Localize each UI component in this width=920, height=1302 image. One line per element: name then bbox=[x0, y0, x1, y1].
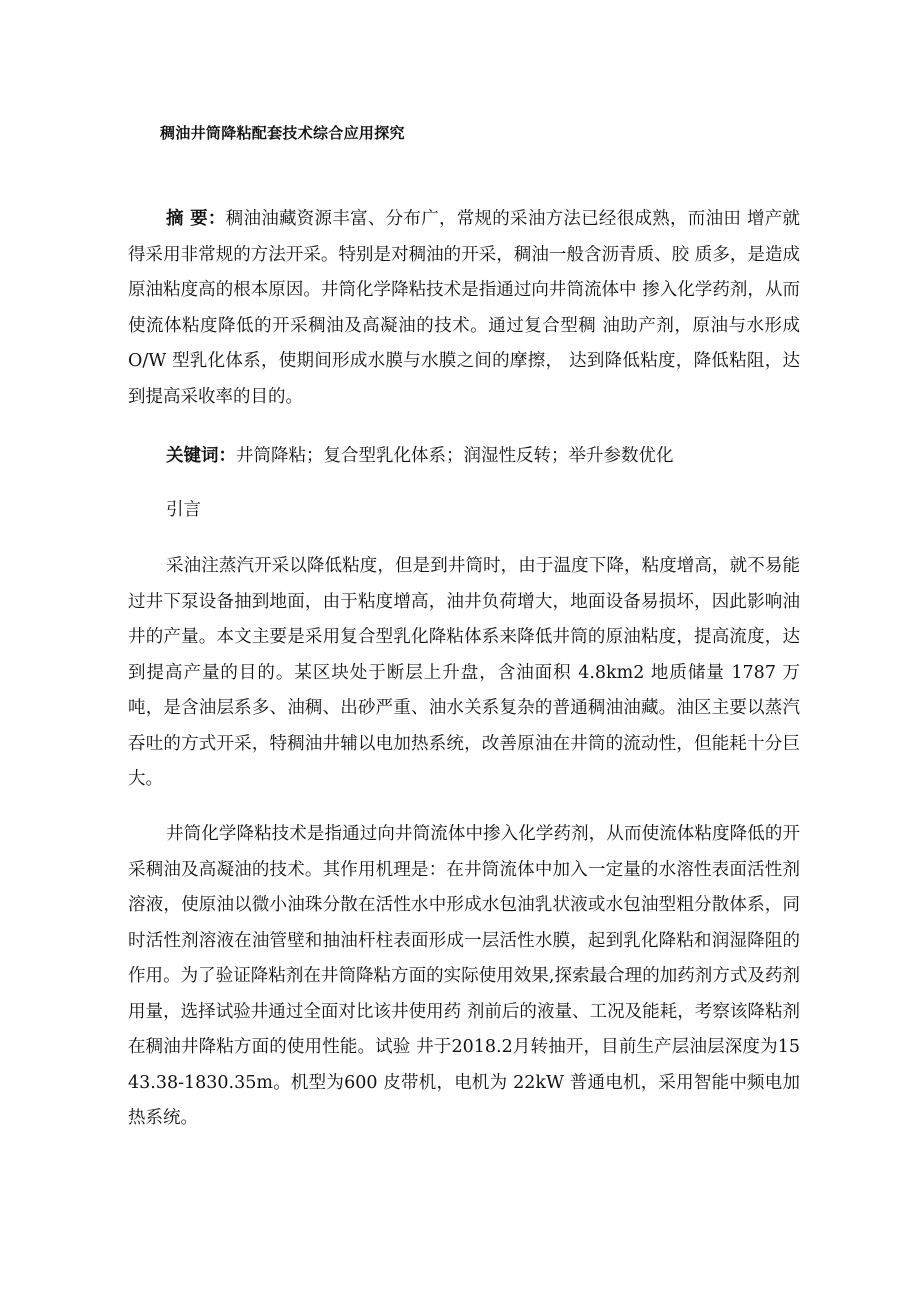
keywords-label: 关键词： bbox=[166, 446, 236, 466]
abstract-label: 摘 要： bbox=[166, 209, 226, 229]
intro-heading: 引言 bbox=[166, 500, 201, 520]
body-paragraph-1: 采油注蒸汽开采以降低粘度，但是到井筒时，由于温度下降，粘度增高，就不易能过井下泵设备抽到地面，由于粘度增高，油井负荷增大，地面设备易损坏，因此影响油井的产量。本文主要是采用复合型乳化降粘体系来降低井筒的原油粘度，提高流度，达到提高产量的目的。某区块处于断层上升盘，含油面积 4.8km2 地质储量 1787 万吨，是含油层系多、油稠、出砂严重、油水关系复杂的普通稠油油藏。油区主要以蒸汽吞吐的方式开采，特稠油井辅以电加热系统，改善原油在井筒的流动性，但能耗十分巨大。 bbox=[128, 556, 800, 789]
abstract-text: 稠油油藏资源丰富、分布广，常规的采油方法已经很成熟，而油田 增产就得采用非常规的方法开采。特别是对稠油的开采，稠油一般含沥青质、胶 质多，是造成原油粘度高的根本原因。井筒化学降粘技术是指通过向井筒流体中 掺入化学药剂，从而使流体粘度降低的开采稠油及高凝油的技术。通过复合型稠 油助产剂，原油与水形成 O/W 型乳化体系，使期间形成水膜与水膜之间的摩擦， 达到降低粘度，降低粘阻，达到提高采收率的目的。 bbox=[128, 209, 800, 407]
keywords-paragraph bbox=[128, 439, 800, 475]
abstract-paragraph bbox=[128, 202, 800, 415]
document-title: 稠油井筒降粘配套技术综合应用探究 bbox=[160, 124, 405, 142]
body-paragraph-2: 井筒化学降粘技术是指通过向井筒流体中掺入化学药剂，从而使流体粘度降低的开采稠油及高凝油的技术。其作用机理是：在井筒流体中加入一定量的水溶性表面活性剂溶液，使原油以微小油珠分散在活性水中形成水包油乳状液或水包油型粗分散体系，同时活性剂溶液在油管壁和抽油杆柱表面形成一层活性水膜，起到乳化降粘和润湿降阻的作用。为了验证降粘剂在井筒降粘方面的实际使用效果,探索最合理的加药剂方式及药剂用量，选择试验井通过全面对比该井使用药 剂前后的液量、工况及能耗，考察该降粘剂在稠油井降粘方面的使用性能。试验 井于2018.2月转抽开，目前生产层油层深度为1543.38-1830.35m。机型为600 皮带机，电机为 22kW 普通电机，采用智能中频电加热系统。 bbox=[128, 824, 800, 1128]
keywords-text: 井筒降粘；复合型乳化体系；润湿性反转；举升参数优化 bbox=[236, 446, 674, 466]
